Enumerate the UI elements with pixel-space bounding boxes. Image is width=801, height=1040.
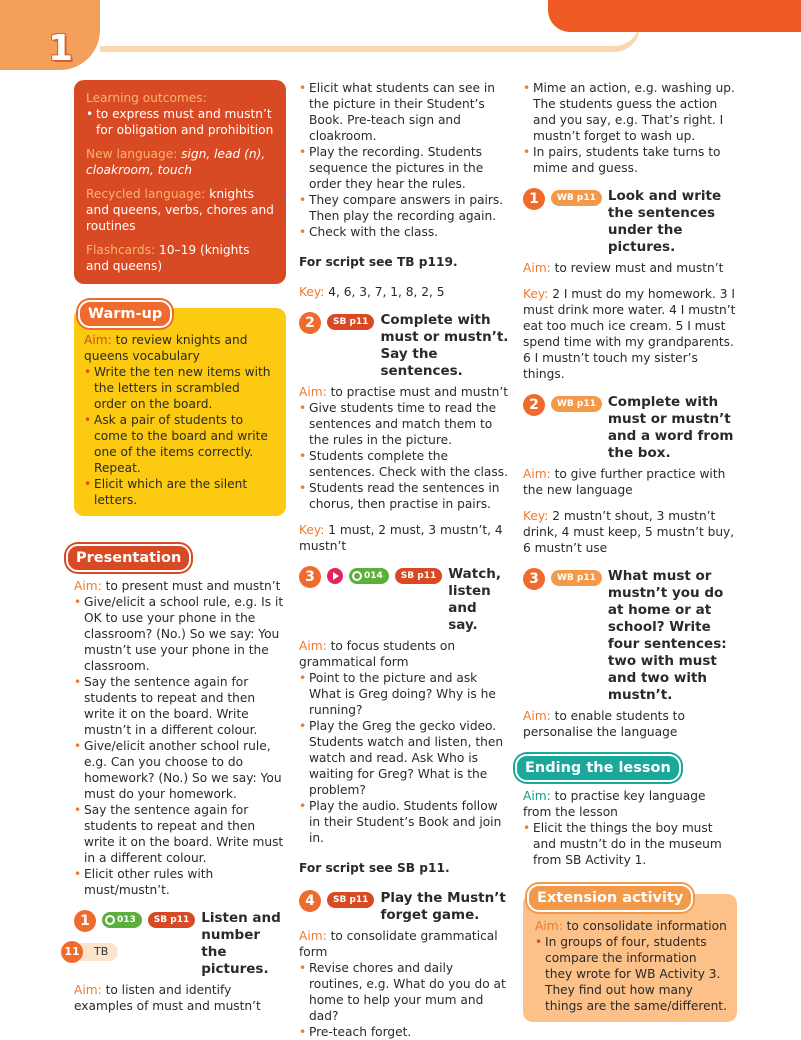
list-item: • to express must and mustn’t for obligation and prohibition xyxy=(86,106,274,138)
aim-label: Aim: xyxy=(523,467,551,481)
aim-label: Aim: xyxy=(523,789,551,803)
list-item: • Play the Greg the gecko video. Students watch and listen, then watch and read. Ask Who is waiting for Greg? What is the problem? xyxy=(299,718,509,798)
aim-label: Aim: xyxy=(74,579,102,593)
key-label: Key: xyxy=(299,285,325,299)
aim-text: to consolidate grammatical form xyxy=(299,929,498,959)
audio-track-badge xyxy=(102,912,142,928)
aim-label: Aim: xyxy=(299,639,327,653)
audio-track-number: 013 xyxy=(117,915,136,925)
wb-activity-1-heading xyxy=(523,188,737,256)
wb-activity-2-heading xyxy=(523,394,737,462)
sb-activity-4-heading xyxy=(299,890,509,924)
list-item: • Students complete the sentences. Check with the class. xyxy=(299,448,509,480)
wb-activity-3-heading xyxy=(523,568,737,704)
aim-text: to give further practice with the new language xyxy=(523,467,726,497)
key-text: 1 must, 2 must, 3 mustn’t, 4 mustn’t xyxy=(299,523,503,553)
wb-activity-1-aim xyxy=(523,260,737,276)
list-item: • Say the sentence again for students to repeat and then write it on the board. Write must in a different colour. xyxy=(74,802,286,866)
outcomes-box xyxy=(74,80,286,284)
aim-text: to focus students on grammatical form xyxy=(299,639,456,669)
wb-page-badge: WB p11 xyxy=(551,570,602,586)
aim-text: to consolidate information xyxy=(566,919,727,933)
sb-activity-2-aim xyxy=(299,384,509,400)
recycled-language xyxy=(86,186,274,234)
wb-activity-3-aim xyxy=(523,708,737,740)
list-item: • Give/elicit a school rule, e.g. Is it OK to use your phone in the classroom? (No.) So we say: You mustn’t use your phone in the classroom. xyxy=(74,594,286,674)
flashcards-text: 10–19 (knights and queens) xyxy=(86,243,250,273)
wb-page-badge: WB p11 xyxy=(551,396,602,412)
list-item: • They compare answers in pairs. Then play the recording again. xyxy=(299,192,509,224)
extension-aim xyxy=(535,918,727,934)
sb-activity-2-heading xyxy=(299,312,509,380)
sb-activity-4-list-a xyxy=(299,960,509,1040)
aim-text: to present must and mustn’t xyxy=(105,579,281,593)
aim-label: Aim: xyxy=(299,385,327,399)
activity-number: 3 xyxy=(523,568,545,590)
sb-activity-4-list-b xyxy=(523,80,737,176)
list-item: • Ask a pair of students to come to the board and write one of the items correctly. Repeat. xyxy=(84,412,276,476)
aim-text: to enable students to personalise the language xyxy=(523,709,685,739)
flashcards-label: Flashcards: xyxy=(86,243,156,257)
sb-activity-2-list xyxy=(299,400,509,512)
key-label: Key: xyxy=(523,287,549,301)
aim-label: Aim: xyxy=(523,709,551,723)
presentation-heading-wrap xyxy=(66,544,286,572)
wb-page-badge: WB p11 xyxy=(551,190,602,206)
learning-outcomes-list xyxy=(86,106,274,138)
audio-track-number: 014 xyxy=(364,571,383,581)
ending-heading: Ending the lesson xyxy=(515,754,681,782)
sb-activity-3-list xyxy=(299,670,509,846)
list-item: • Give students time to read the sentences and match them to the rules in the picture. xyxy=(299,400,509,448)
activity-title: Play the Mustn’t forget game. xyxy=(380,890,506,923)
new-language xyxy=(86,146,274,178)
new-language-label: New language: xyxy=(86,147,178,161)
warmup-heading: Warm-up xyxy=(78,300,172,328)
script-reference: For script see TB p119. xyxy=(299,255,458,269)
key-text: 2 I must do my homework. 3 I must drink more water. 4 I mustn’t eat too much ice cream. 5 I must spend time with my grandparents. 6 I mustn’t touch my sister’s things. xyxy=(523,287,736,381)
activity-number: 2 xyxy=(523,394,545,416)
ending-list xyxy=(523,820,737,868)
list-item: • Write the ten new items with the letters in scrambled order on the board. xyxy=(84,364,276,412)
wb-activity-2-key xyxy=(523,508,737,556)
wb-activity-1-key xyxy=(523,286,737,382)
ending-aim xyxy=(523,788,737,820)
wb-activity-2-aim xyxy=(523,466,737,498)
activity-number: 1 xyxy=(523,188,545,210)
page-suffix xyxy=(80,943,118,961)
list-item: • Students read the sentences in chorus, then practise in pairs. xyxy=(299,480,509,512)
aim-label: Aim: xyxy=(523,261,551,275)
audio-disc-icon xyxy=(352,571,362,581)
aim-label: Aim: xyxy=(74,983,102,997)
list-item: • Say the sentence again for students to repeat and then write it on the board. Write mustn’t in a different colour. xyxy=(74,674,286,738)
key-label: Key: xyxy=(299,523,325,537)
aim-text: to practise key language from the lesson xyxy=(523,789,706,819)
aim-label: Aim: xyxy=(299,929,327,943)
activity-number: 3 xyxy=(299,566,321,588)
column-middle xyxy=(299,80,509,1040)
list-item: • Play the recording. Students sequence the pictures in the order they hear the rules. xyxy=(299,144,509,192)
sb-activity-1-aim xyxy=(74,982,286,1014)
aim-text: to review knights and queens vocabulary xyxy=(84,333,248,363)
play-icon xyxy=(327,568,343,584)
activity-title: Complete with must or mustn’t and a word from the box. xyxy=(607,394,734,461)
column-left xyxy=(74,80,286,1014)
list-item: • Elicit which are the silent letters. xyxy=(84,476,276,508)
sb-activity-4-aim xyxy=(299,928,509,960)
sb-activity-1-key xyxy=(299,284,509,300)
key-text: 2 mustn’t shout, 3 mustn’t drink, 4 must keep, 5 mustn’t buy, 6 mustn’t use xyxy=(523,509,735,555)
list-item: • Revise chores and daily routines, e.g. What do you do at home to help your mum and dad? xyxy=(299,960,509,1024)
activity-title: Complete with must or mustn’t. Say the sentences. xyxy=(380,312,509,379)
aim-text: to listen and identify examples of must and mustn’t xyxy=(74,983,261,1013)
sb-activity-2-key xyxy=(299,522,509,554)
presentation-heading: Presentation xyxy=(66,544,191,572)
header-right-bar xyxy=(548,0,801,32)
recycled-language-text: knights and queens, verbs, chores and routines xyxy=(86,187,274,233)
flashcards xyxy=(86,242,274,274)
aim-label: Aim: xyxy=(535,919,563,933)
extension-list xyxy=(535,934,727,1014)
sb-page-badge: SB p11 xyxy=(327,892,374,908)
list-item: • Elicit the things the boy must and mustn’t do in the museum from SB Activity 1. xyxy=(523,820,737,868)
activity-number: 4 xyxy=(299,890,321,912)
list-item: • Point to the picture and ask What is Greg doing? Why is he running? xyxy=(299,670,509,718)
list-item: • Elicit other rules with must/mustn’t. xyxy=(74,866,286,898)
activity-title: Look and write the sentences under the pictures. xyxy=(607,188,722,255)
unit-number: 1 xyxy=(48,28,74,69)
activity-title: Listen and number the pictures. xyxy=(201,910,281,977)
new-language-text: sign, lead (n), cloakroom, touch xyxy=(86,147,266,177)
presentation-aim xyxy=(74,578,286,594)
aim-label: Aim: xyxy=(84,333,112,347)
extension-heading: Extension activity xyxy=(527,884,693,912)
column-right xyxy=(523,80,737,1022)
script-reference: For script see SB p11. xyxy=(299,861,450,875)
presentation-list xyxy=(74,594,286,898)
sb-page-badge: SB p11 xyxy=(395,568,442,584)
extension-box xyxy=(523,890,737,1022)
activity-number: 1 xyxy=(74,910,96,932)
page-number: 11 xyxy=(61,941,83,963)
list-item: • Play the audio. Students follow in their Student’s Book and join in. xyxy=(299,798,509,846)
list-item: • Give/elicit another school rule, e.g. Can you choose to do homework? (No.) So we say: You must do your homework. xyxy=(74,738,286,802)
audio-track-badge xyxy=(349,568,389,584)
list-item: • Mime an action, e.g. washing up. The students guess the action and you say, e.g. That’s right. I mustn’t forget to wash up. xyxy=(523,80,737,144)
learning-outcomes-label: Learning outcomes: xyxy=(86,91,207,105)
sb-page-badge: SB p11 xyxy=(148,912,195,928)
list-item: • In groups of four, students compare the information they wrote for WB Activity 3. They find out how many things are the same/different. xyxy=(535,934,727,1014)
key-text: 4, 6, 3, 7, 1, 8, 2, 5 xyxy=(328,285,445,299)
ending-heading-wrap xyxy=(515,754,737,782)
key-label: Key: xyxy=(523,509,549,523)
activity-number: 2 xyxy=(299,312,321,334)
audio-disc-icon xyxy=(105,915,115,925)
aim-text: to practise must and mustn’t xyxy=(330,385,508,399)
list-item: • Check with the class. xyxy=(299,224,509,240)
activity-title: Watch, listen and say. xyxy=(448,566,501,633)
list-item: • Elicit what students can see in the picture in their Student’s Book. Pre-teach sign and cloakroom. xyxy=(299,80,509,144)
list-item: • Pre-teach forget. xyxy=(299,1024,509,1040)
warmup-list xyxy=(84,364,276,508)
sb-page-badge: SB p11 xyxy=(327,314,374,330)
activity-title: What must or mustn’t you do at home or at school? Write four sentences: two with must and two with mustn’t. xyxy=(607,568,727,703)
sb-activity-1-list xyxy=(299,80,509,240)
warmup-box xyxy=(74,308,286,516)
aim-text: to review must and mustn’t xyxy=(554,261,724,275)
sb-activity-3-heading xyxy=(299,566,509,634)
sb-activity-3-aim xyxy=(299,638,509,670)
recycled-language-label: Recycled language: xyxy=(86,187,206,201)
page-suffix-text: TB xyxy=(94,945,109,958)
warmup-aim xyxy=(84,332,276,364)
list-item: • In pairs, students take turns to mime and guess. xyxy=(523,144,737,176)
